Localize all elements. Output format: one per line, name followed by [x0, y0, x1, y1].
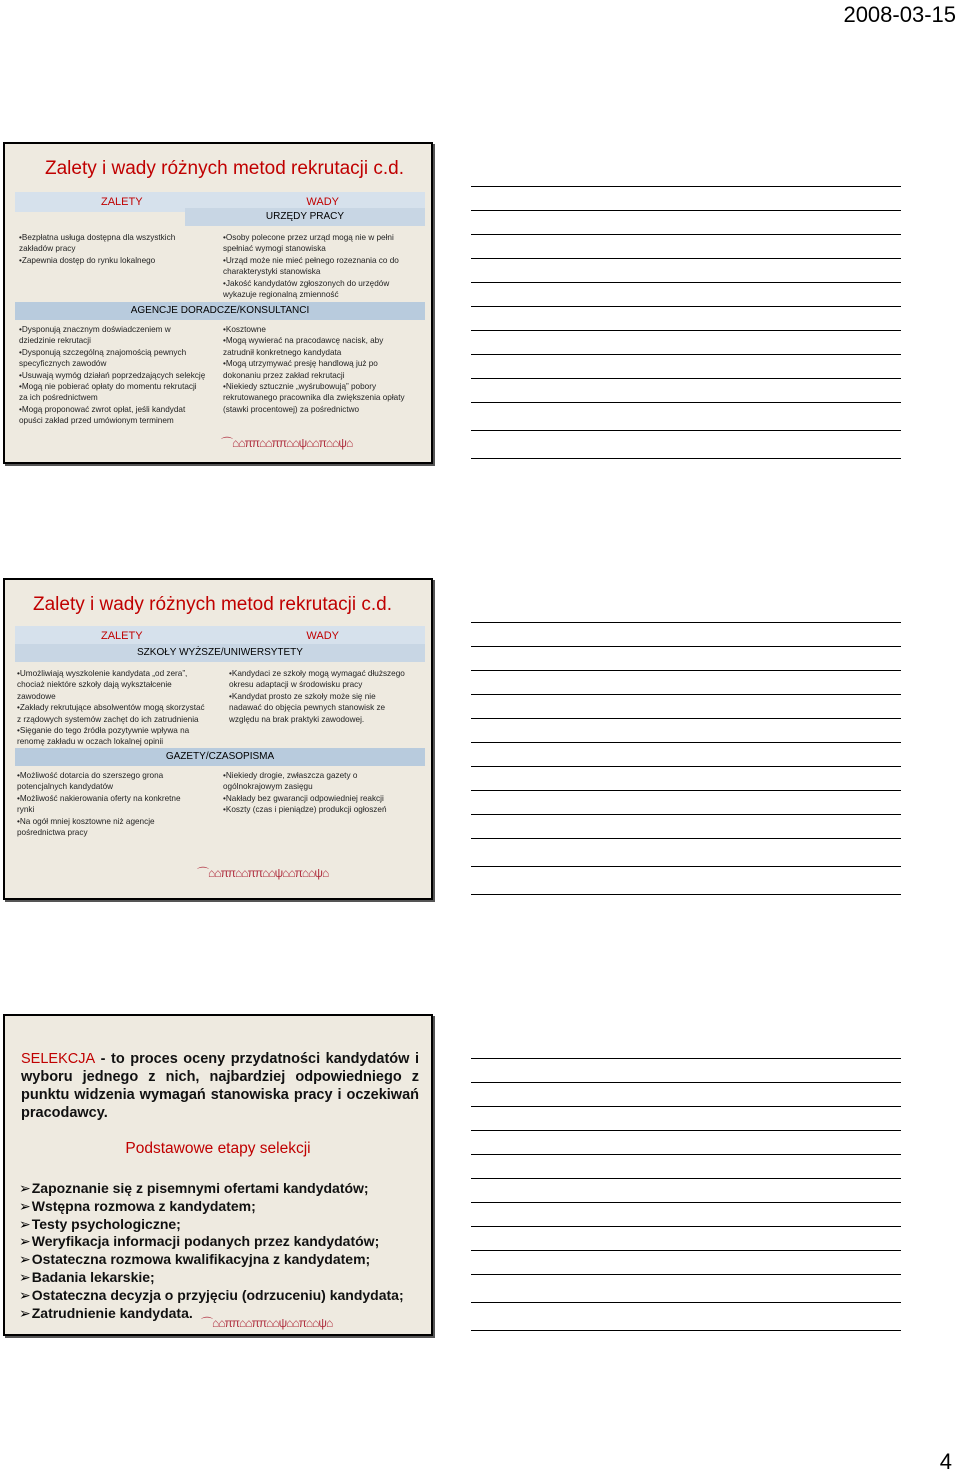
- arrow-bullet-icon: ➢: [19, 1233, 31, 1250]
- stages-list: [19, 1180, 404, 1322]
- list-item: ➢Badania lekarskie;: [19, 1268, 155, 1285]
- list-item: ➢Wstępna rozmowa z kandydatem;: [19, 1197, 256, 1214]
- arrow-bullet-icon: ➢: [19, 1215, 31, 1232]
- section-heading: SZKOŁY WYŻSZE/UNIWERSYTETY: [15, 644, 425, 662]
- definition-text: - to proces oceny przydatności kandydatów i wyboru jednego z nich, najbardziej odpowiedniego z punktu widzenia wymagań stanowiska pracy i oczekiwań pracodawcy.: [21, 1051, 419, 1121]
- arrow-bullet-icon: ➢: [19, 1286, 31, 1303]
- list-item: ➢Ostateczna rozmowa kwalifikacyjna z kandydatem;: [19, 1251, 371, 1268]
- pros-heading: ZALETY: [101, 196, 143, 208]
- list-item: ➢Zapoznanie się z pisemnymi ofertami kandydatów;: [19, 1180, 369, 1196]
- page-number: 4: [939, 1449, 952, 1474]
- cons-heading: WADY: [306, 196, 339, 208]
- slide-3: [3, 1014, 433, 1336]
- list-item: ➢Zatrudnienie kandydata.: [19, 1304, 193, 1321]
- cons-list: •Kosztowne •Mogą wywierać na pracodawcę nacisk, aby zatrudnił konkretnego kandydata •Mogą utrzymywać presję handlową już po dokonaniu przez zakład rekrutacji •Niekiedy sztucznie „wyśrubowują” pobory rekrutowanego pracownika dla zwiększenia opłaty (stawki procentowej) za pośrednictwo: [223, 325, 405, 414]
- cons-list: •Niekiedy drogie, zwłaszcza gazety o ogólnokrajowym zasięgu •Nakłady bez gwarancji odpowiedniej reakcji •Koszty (czas i pieniądze) produkcji ogłoszeń: [223, 771, 387, 815]
- cons-list: •Kandydaci ze szkoły mogą wymagać dłuższego okresu adaptacji w środowisku pracy •Kandydat prosto ze szkoły może się nie nadawać do objęcia pewnych stanowisk ze względu na brak praktyki zawodowej.: [229, 669, 405, 724]
- list-item: ➢Testy psychologiczne;: [19, 1215, 181, 1232]
- selection-definition: [21, 1050, 419, 1122]
- skyline-decoration-icon: ⌒⌂⌂ππ⌂⌂ππ⌂⌂ψ⌂⌂π⌂⌂ψ⌂: [197, 866, 329, 880]
- section-heading: GAZETY/CZASOPISMA: [15, 748, 425, 766]
- pros-list: •Bezpłatna usługa dostępna dla wszystkich zakładów pracy •Zapewnia dostęp do rynku lokalnego: [19, 233, 176, 265]
- slide-title: Zalety i wady różnych metod rekrutacji c.d.: [45, 158, 405, 179]
- list-item: ➢Weryfikacja informacji podanych przez kandydatów;: [19, 1233, 380, 1250]
- arrow-bullet-icon: ➢: [19, 1251, 31, 1268]
- cons-list: •Osoby polecone przez urząd mogą nie w pełni spełniać wymogi stanowiska •Urząd może nie mieć pełnego rozeznania co do charakterystyki stanowiska •Jakość kandydatów zgłoszonych do urzędów wykazuje regionalną zmienność: [223, 233, 399, 300]
- selection-term: SELEKCJA: [21, 1051, 96, 1067]
- skyline-decoration-icon: ⌒⌂⌂ππ⌂⌂ππ⌂⌂ψ⌂⌂π⌂⌂ψ⌂: [201, 1316, 333, 1330]
- skyline-decoration-icon: ⌒⌂⌂ππ⌂⌂ππ⌂⌂ψ⌂⌂π⌂⌂ψ⌂: [221, 436, 353, 450]
- arrow-bullet-icon: ➢: [19, 1180, 31, 1196]
- pros-heading: ZALETY: [101, 630, 143, 642]
- arrow-bullet-icon: ➢: [19, 1268, 31, 1285]
- arrow-bullet-icon: ➢: [19, 1304, 31, 1321]
- pros-list: •Możliwość dotarcia do szerszego grona potencjalnych kandydatów •Możliwość nakierowania oferty na konkretne rynki •Na ogół mniej kosztowne niż agencje pośrednictwa pracy: [17, 771, 181, 838]
- section-heading: URZĘDY PRACY: [185, 208, 425, 226]
- pros-list: •Umożliwiają wyszkolenie kandydata „od zera”, chociaż niektóre szkoły dają wykształcenie zawodowe •Zakłady rekrutujące absolwentów mogą skorzystać z rządowych systemów zachęt do ich zatrudnienia •Sięganie do tego źródła pozytywnie wpływa na renomę zakładu w oczach lokalnej opinii: [17, 669, 205, 747]
- section-heading: AGENCJE DORADCZE/KONSULTANCI: [15, 302, 425, 320]
- column-headers: [15, 626, 425, 646]
- cons-heading: WADY: [306, 630, 339, 642]
- slide-title: Zalety i wady różnych metod rekrutacji c.d.: [33, 594, 393, 615]
- list-item: ➢Ostateczna decyzja o przyjęciu (odrzuceniu) kandydata;: [19, 1286, 404, 1303]
- pros-list: •Dysponują znacznym doświadczeniem w dziedzinie rekrutacji •Dysponują szczególną znajomością pewnych specyficznych zawodów •Usuwają wymóg działań poprzedzających selekcję •Mogą nie pobierać opłaty do momentu rekrutacji za ich pośrednictwem •Mogą proponować zwrot opłat, jeśli kandydat opuści zakład przed umówionym terminem: [19, 325, 206, 426]
- slide-1: [3, 142, 433, 464]
- document-date: 2008-03-15: [843, 2, 956, 27]
- arrow-bullet-icon: ➢: [19, 1197, 31, 1214]
- stages-heading: Podstawowe etapy selekcji: [125, 1140, 311, 1157]
- slide-2: [3, 578, 433, 900]
